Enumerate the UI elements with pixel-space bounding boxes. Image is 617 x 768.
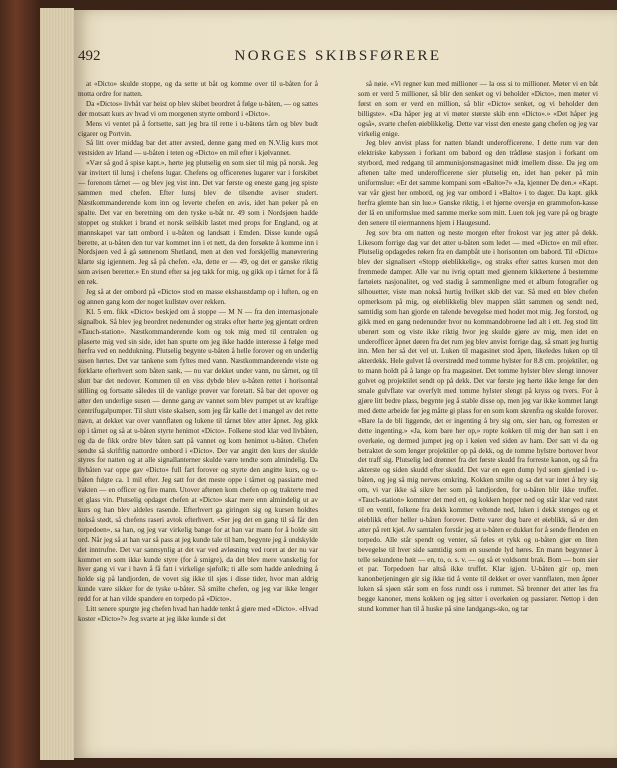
paragraph: «Vær så god å spise kapt.», hørte jeg plutselig en som sier til mig på norsk. Jeg var invitert til lunsj i chefens lugar. Chefens og officerenes lugarer var i forskibet — forenom tårnet — og blev jeg vist inn. Det var første og eneste gang jeg spiste sammen med chefen. Efter lunsj blev de tilsendte aviser studert. Næstkommanderende kom inn og leverte chefen en avis, idet han peker på en spalte. Det var en beretning om den tyske u-båt nr. 49 som i Nordsjøen hadde stoppet og stukket i brand et norsk seilskib lastet med props for England, og at mannskapet var tatt ombord i u-båten og landsatt i Emden. Disse kunde også berette, at u-båten den tur var kommet inn i et nett, da den forsøkte å komme inn i Nordsjøen ved å gå sønnenom Shetland, men at den ved forskjellig manøvrering klarte sig igjennem. Jeg så på chefen. «Ja, dette er — 49, og det er ganske riktig som avisen beretter.» En stund efter sa jeg takk for mig, og gikk op i tårnet for å få en røk. bbox=[78, 159, 318, 287]
paragraph: at «Dicto» skulde stoppe, og da sette ut båt og komme over til u-båten for å motta ordre for natten. bbox=[78, 80, 318, 98]
paragraph: Jeg så at der ombord på «Dicto» stod en masse ekshaustdamp op i luften, og en og annen gang kom der noget kullstøv over rekken. bbox=[78, 288, 318, 306]
paragraph: Litt senere spurgte jeg chefen hvad han hadde tenkt å gjøre med «Dicto». «Hvad koster «Dicto»?» Jeg svarte at jeg ikke kunde si det bbox=[78, 605, 318, 623]
paragraph: Jeg sov bra om natten og neste morgen efter frokost var jeg atter på dekk. Likesom forrige dag var det atter u-båten som ledet — med «Dicto» en mil efter. Plutselig opdagedes røken fra en dampbåt ute i horisonten om babord. Til «Dicto» blev der signalisert «Stopp øieblikkelig», og straks efter sattes kursen mot den fremmede damper. Alle var nu ivrig optatt med gjennem kikkertene å bestemme fartøiets nasjonalitet, og ved stadig å sammenligne med et album fotografier og silhouetter, viste man nokså hurtig hvilket skib det var. Så med ett blev chefen opmerksom på mig, og øieblikkelig blev mappen slått sammen og sendt ned, samtidig som han gjorde en talende bevegelse med hodet mot mig. Jeg forstod, og gikk med en gang nedenunder hvor nu kommandobroene lød alt i ett. Jeg stod litt uberørt som og viste ikke riktig hvor jeg skulde gjøre av mig, men idet en underofficer åpnet døren fra det rum jeg blev anvist forrige dag, så smatt jeg hurtig inn. Men her så det vel ut. Luken til magasinet stod åpen, likeledes luken op til akterdekk. Hele gulvet lå overstrødd med tomme hylster for 8.8 cm. projektiler, og to mann holdt på å lange op fra magasinet. Det tomme hylster blev slengt innover gulvet og projektilet sendt op på dekk. Det var første jeg hørte ikke lenge før den smale gulvflate var overfylt med tomme hylster slengt på kryss og tvers. For å gjøre litt bedre plass, begynte jeg å stable disse op, men jeg var ikke kommet langt med dette arbeide før jeg måtte gi plass for en som kom skrenfra og skulde forover. «Bare la de bli liggende, det er ingenting å bry sig om, sier han, og forresten er dette ingenting.» «Ja, kom bare her op,» ropte kokken til mig der han satt i en overkøie, og dermed jumpet jeg op i køien ved siden av ham. Der satt vi da og betraktet de som lenger projektiler op på dekk, og de tomme hylstre bortover hvor det traff sig. Plutselig lød drønnet fra det første skudd fra forreste kanon, og så fra akterste og siden skudd efter skudd. Det var en egen dump lyd som gjenlød i u-båten, og jeg så mig nervøs omkring. Kokken smilte og sa det var intet å bry sig om, vi var ikke så sikre her som på landjorden, for u-båten blir ikke truffet. «Tauch-station» kommer det med ett, og kokken hopper ned og står klar ved ratet til en ventil, folkene fra dekk kommer veltende ned, luken i dekk stenges og et øieblikk efter heller u-båten forover. Dette varer dog bare et øieblikk, så er den atter på rett kjøl. Av samtalen forstår jeg at u-båten er dukket for å sende flenden en torpedo. Alle står spendt og venter, så føles et rykk og u-båten gjør en liten bevegelse til hver side samtidig som en susende lyd høres. En mann begynner å telle sekundene høit — en, to, o. s. v. — og så et voldsomt brak. Bom — bom sier et par. Torpedoen har altså ikke truffet. Klar igjen. U-båten gir op, men kanonbetjeningen gir sig ikke tid å vente til dekket er over vannflaten, men åpner luken så sjøen står som en foss rundt oss i rummet. Så brenner det atter løs fra begge kanoner, mens kokken og jeg sitter i overkøien og passiarer. Nettop i den stund kommer han til å huske på sine landgangs-sko, og tar bbox=[358, 228, 598, 614]
paragraph: Kl. 5 em. fikk «Dicto» beskjed om å stoppe — M N — fra den internasjonale signalbok. Så blev jeg beordret nedenunder og straks efter hørte jeg gjentatt ordren «Tauch-station». Næstkommanderende kom og tok mig med til centralen og plaserte mig ved sin side, idet han spurte om jeg ikke hadde interesse å følge med herfra ved en neddukning. Plutselig begynte u-båten å helle forover og en underlig susen hørtes. Det var tankene som fyltes med vann. Næstkommanderende viste og forklarte efterhvert som båten sank, — nu var dekket under vann, nu tårnet, og til slutt bar det nedover. Kommen til en viss dybde blev u-båten rettet i horisontal stilling og fortsatte således til de vanlige prøver var foretatt. Så bar det opover og atter den underlige susen — denne gang av vannet som blev pumpet ut av kraftige centrifugalpumper. Til slutt viste skalsen, som jeg får kalle det i mangel av det rette navn, at dekket var over vannflaten og lukene til tårnet blev atter åpnet. Jeg gikk op i tårnet og så at u-båten styrte henimot «Dicto». Folkene stod klar ved livbåten, og da de fikk ordre blev båten satt på vannet og kom henimot u-båten. Chefen sendte så skriftlig nattordre ombord i «Dicto». Der var angitt den kurs der skulde styres for natten og at alle signallanterner skulde være tendte som almindelig. Da livbåten var oppe gav «Dicto» full fart forover og styrte den angitte kurs, og u-båten fulgte ca. 1 mil efter. Jeg satt for det meste oppe i tårnet og passiarte med vakten — en officer og fire mann. Utover aftenen kom chefen op og trakterte med et glass vin. Plutselig opdaget chefen at «Dicto» skar mere enn almindelig ut av kurs og han blev aldeles rasende. Efterhvert ga giringen sig og kursen holdtes nokså stødt, så chefens raseri avtok efterhvert. «Ser jeg det en gang til så får den torpedoen», sa han, og jeg var virkelig bange for at han var mann for å holde sitt ord. Når jeg så at han var så pass at jeg kunde tale til ham, begynte jeg å undskylde det inntrufne. Det var sannsynlig at det var ved avløsning ved roret at der nu var kommet en som ikke kunde styre (for å smigre), da det blev mere vanskelig for hver gang vi var i havn å få fatt i virkelige sjøfolk; ti alle som hadde anledning å holde sig på landjorden, de vovet sig ikke til sjøs i disse tider, hvor man aldrig kunde være sikker for de tyske u-båter. Så smilte chefen, og jeg var ikke lenger redd for at han vilde spandere en torpedo på «Dicto». bbox=[78, 307, 318, 604]
paragraph: Mens vi ventet på å fortsette, satt jeg bra til rette i u-bâtens tårn og blev budt cigarer og Portvin. bbox=[78, 119, 318, 138]
left-text-column bbox=[78, 80, 318, 750]
page-number: 492 bbox=[78, 48, 101, 64]
book-binding bbox=[0, 0, 40, 768]
paragraph: så nøie. «Vi regner kun med millioner — la oss si to millioner. Møter vi en båt som er verd 5 millioner, så blir den senket og vi beholder «Dicto», men møter vi først en som er verd en million, så blir «Dicto» senket, og vi beholder den billigste». «Da håper jeg at vi møter største skib enn «Dicto».» «Det håper jeg også», svarte chefen øieblikkelig. Dette var visst den eneste gang chefen og jeg var virkelig enige. bbox=[358, 80, 598, 138]
right-text-column bbox=[358, 80, 598, 750]
paragraph: Jeg blev anvist plass for natten blandt underofficerene. I dette rum var den elektriske kabyssen i forkant om babord og den trådløse stasjon i forkant om styrbord, med redgang til ammunisjonsmagasinet midt imellem disse. Da jeg om aftenen talte med underofficerene sier plutselig en, idet han peker på min uniformslue: «Er det samme kompani som «Balto»?» «Ja, kjenner De den.» «Kapt. var vår gjest her ombord, og jeg var ombord i «Balto» i to dager. Da kapt. gikk herfra glemte han sin lue.» Ganske riktig, i et hjørne oversjø en grammofon-kasse der lå en uniformslue med samme merke som mitt. Luen tok jeg vare på og bragte den senere til eiermannens hjem i Haugesund. bbox=[358, 139, 598, 227]
page-header bbox=[78, 48, 598, 70]
page-edges bbox=[40, 8, 74, 760]
running-title: NORGES SKIBSFØRERE bbox=[234, 48, 442, 64]
paragraph: Da «Dictos» livbåt var heist op blev skibet beordret å følge u-båten, — og sattes der motsatt kurs av hvad vi om morgenen styrte ombord i «Dicto». bbox=[78, 99, 318, 118]
paragraph: Så litt over middag bar det atter avsted, denne gang med en N.V.lig kurs mot vestsiden av Irland — u-båten i teten og «Dicto» en mil efter i kjølvannet. bbox=[78, 139, 318, 158]
